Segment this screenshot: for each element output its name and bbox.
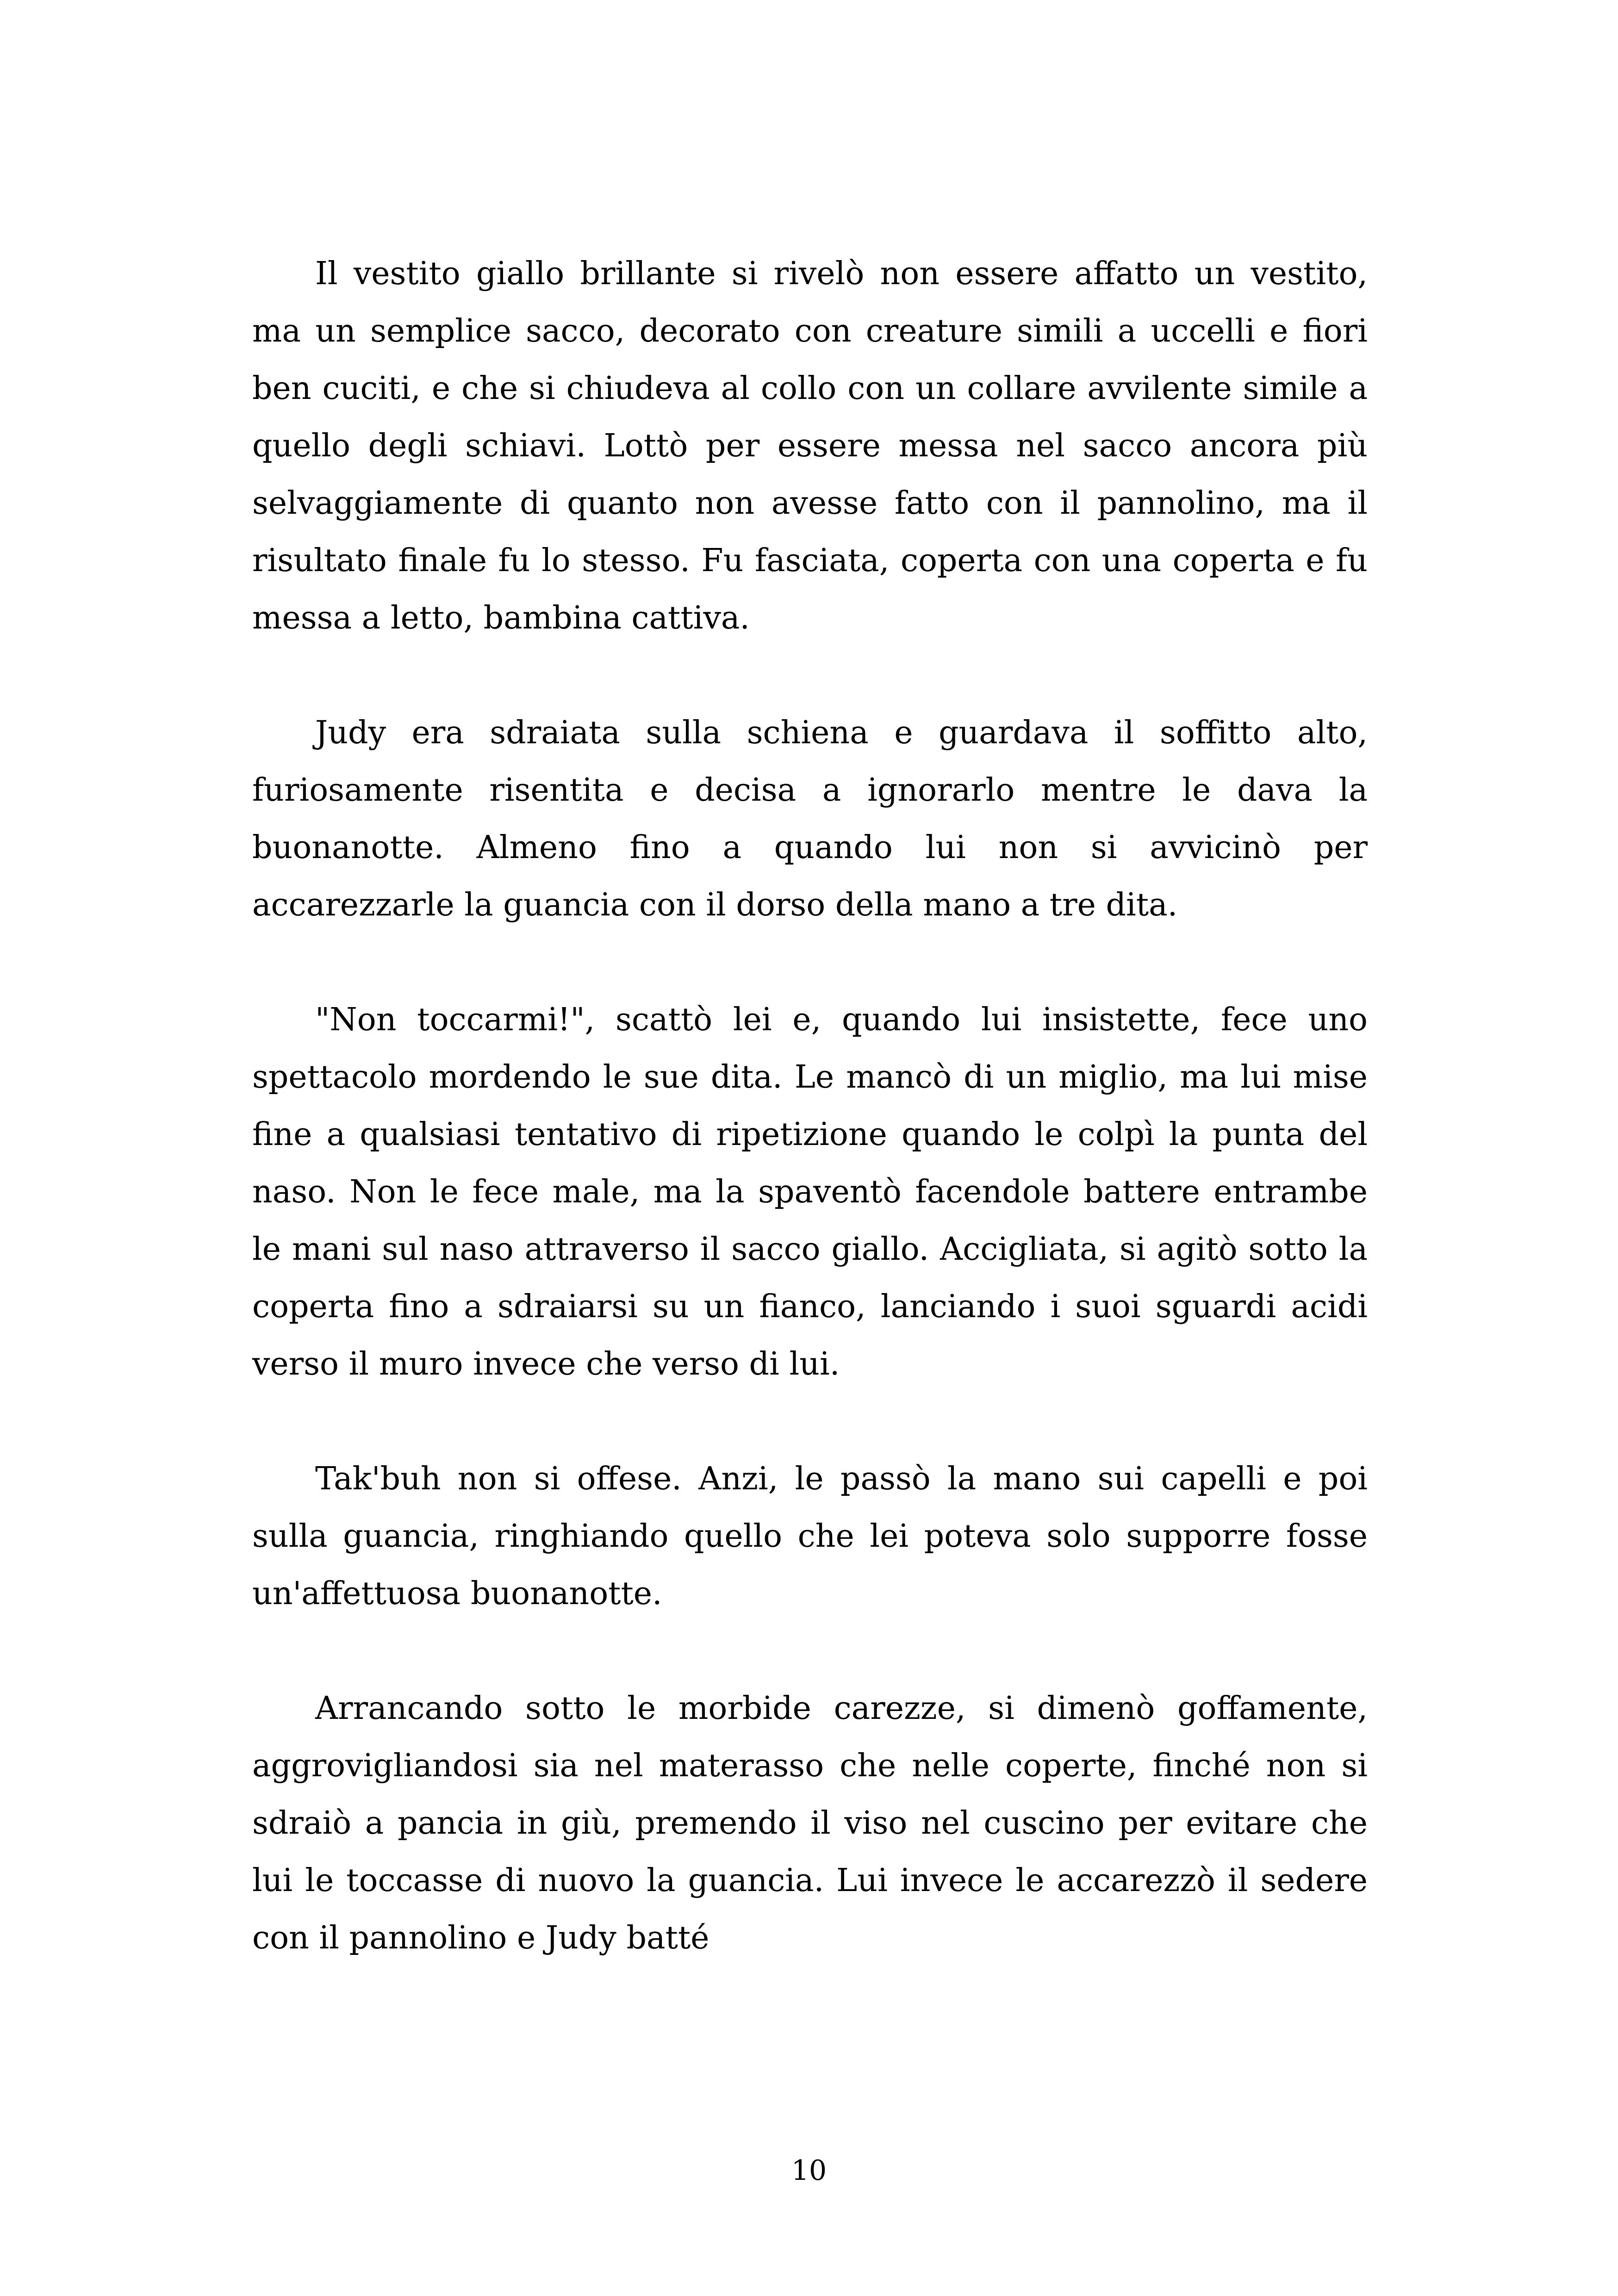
paragraph-5: Arrancando sotto le morbide carezze, si dimenò goffamente, aggrovigliandosi sia nel materasso che nelle coperte, finché non si sdraiò a pancia in giù, premendo il viso nel cuscino per evitare che lui le toccasse di nuovo la guancia. Lui invece le accarezzò il sedere con il pannolino e Judy batté — [252, 1690, 1368, 1956]
body-text — [252, 245, 1368, 1967]
paragraph-1: Il vestito giallo brillante si rivelò non essere affatto un vestito, ma un semplice sacco, decorato con creature simili a uccelli e fiori ben cuciti, e che si chiudeva al collo con un collare avvilente simile a quello degli schiavi. Lottò per essere messa nel sacco ancora più selvaggiamente di quanto non avesse fatto con il pannolino, ma il risultato finale fu lo stesso. Fu fasciata, coperta con una coperta e fu messa a letto, bambina cattiva. — [252, 255, 1368, 636]
paragraph-4: Tak'buh non si offese. Anzi, le passò la mano sui capelli e poi sulla guancia, ringhiando quello che lei poteva solo supporre fosse un'affettuosa buonanotte. — [252, 1461, 1368, 1612]
paragraph-3: "Non toccarmi!", scattò lei e, quando lui insistette, fece uno spettacolo mordendo le sue dita. Le mancò di un miglio, ma lui mise fine a qualsiasi tentativo di ripetizione quando le colpì la punta del naso. Non le fece male, ma la spaventò facendole battere entrambe le mani sul naso attraverso il sacco giallo. Accigliata, si agitò sotto la coperta fino a sdraiarsi su un fianco, lanciando i suoi sguardi acidi verso il muro invece che verso di lui. — [252, 1002, 1368, 1382]
paragraph-2: Judy era sdraiata sulla schiena e guardava il soffitto alto, furiosamente risentita e decisa a ignorarlo mentre le dava la buonanotte. Almeno fino a quando lui non si avvicinò per accarezzarle la guancia con il dorso della mano a tre dita. — [252, 715, 1368, 923]
page-number: 10 — [791, 2154, 827, 2187]
